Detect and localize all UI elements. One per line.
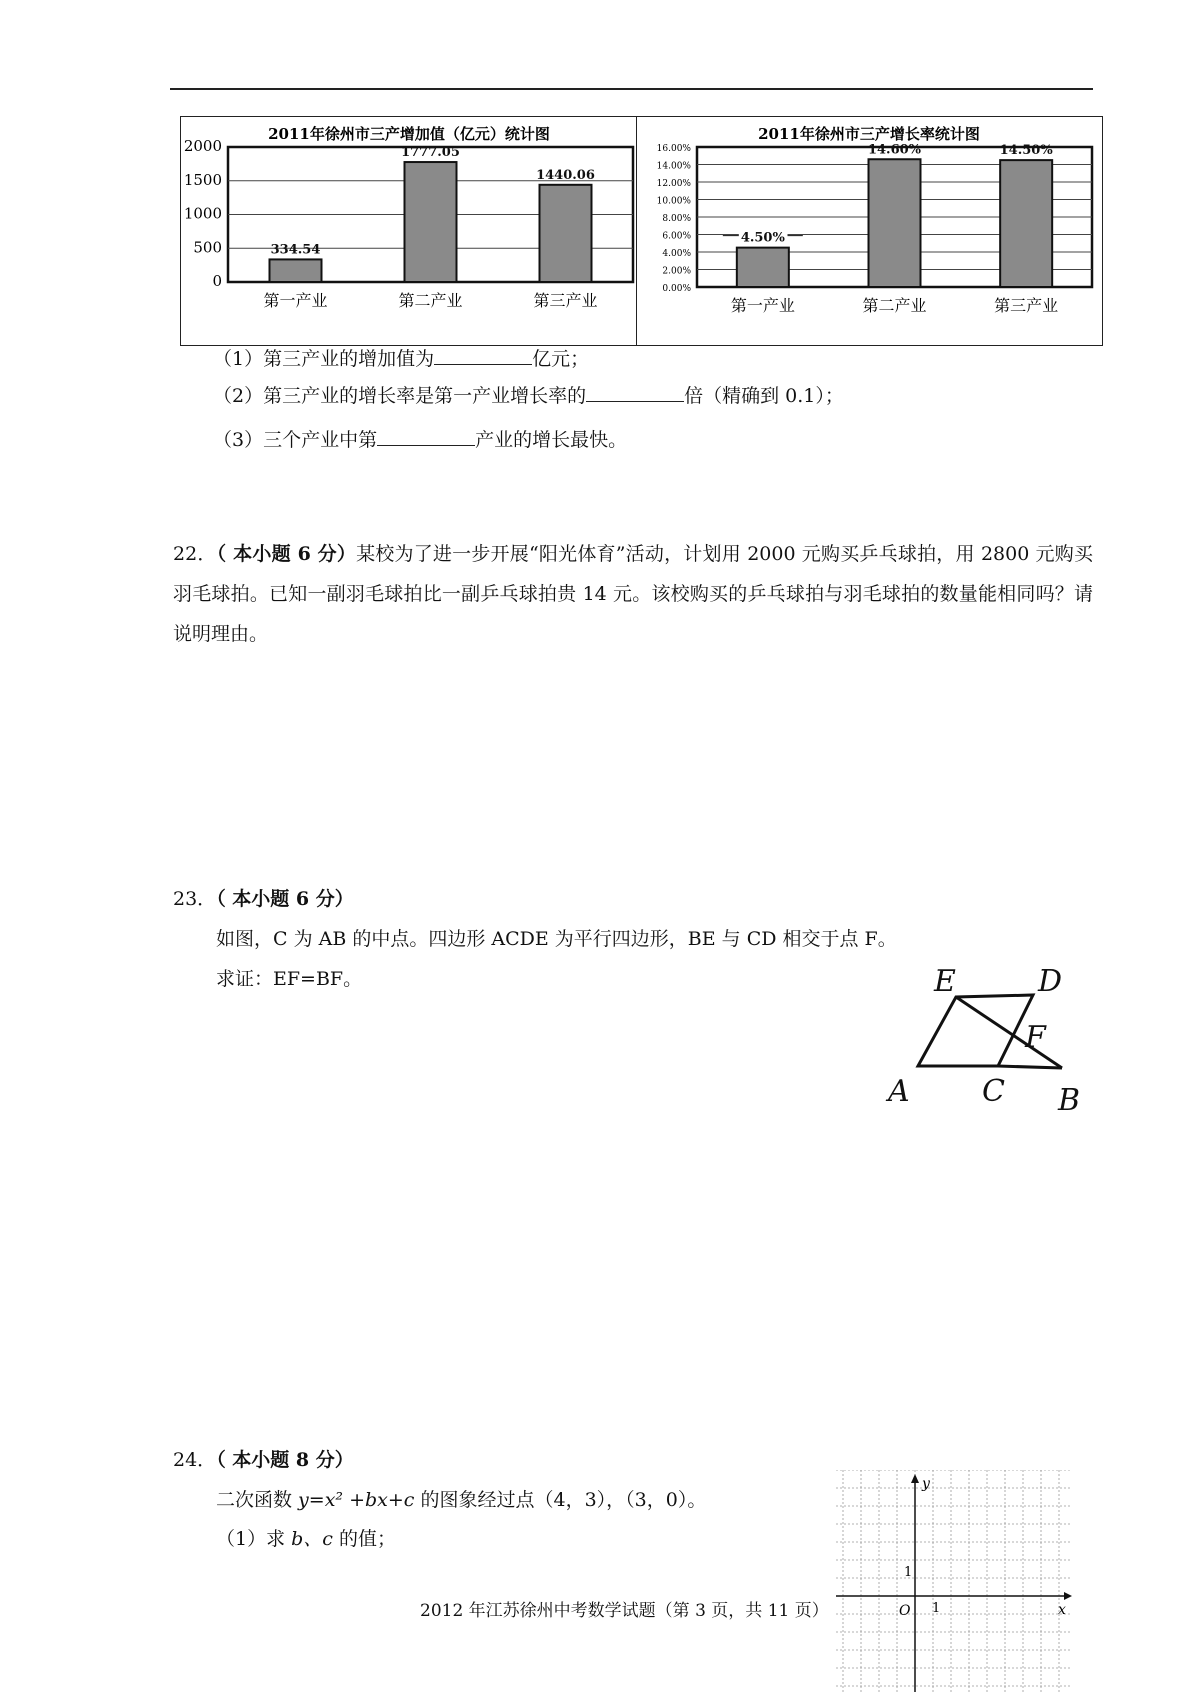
chart1-tick-label: 1000: [183, 204, 222, 223]
chart2-bar: [1000, 160, 1052, 287]
q21-line2-text: （2）第三产业的增长率是第一产业增长率的: [213, 385, 587, 407]
chart1-category-label: 第三产业: [533, 291, 598, 310]
chart2-tick-label: 0.00%: [662, 284, 691, 294]
q21-line3-text: （3）三个产业中第: [213, 429, 378, 451]
q21-line3-end: 产业的增长最快。: [475, 429, 628, 451]
q22-text: 某校为了进一步开展“阳光体育”活动，计划用 2000 元购买乒乓球拍，用 2800 元购买羽毛球拍。已知一副羽毛球拍比一副乒乓球拍贵 14 元。该校购买的乒乓球拍与羽毛球拍的数量能相同吗？请说明理由。: [173, 543, 1093, 645]
segment-be: [956, 997, 1062, 1068]
chart2-tick-label: 14.00%: [656, 161, 691, 172]
page-footer: 2012 年江苏徐州中考数学试题（第 3 页，共 11 页）: [420, 1601, 829, 1621]
q24-part1-var: b、c: [291, 1528, 333, 1550]
grid-lines: [836, 1470, 1071, 1692]
chart-value-added: [180, 116, 638, 346]
q24-text: [216, 1487, 706, 1513]
q23-score: （ 本小题 6 分）: [216, 888, 354, 910]
chart2-title: 2011年徐州市三产增长率统计图: [758, 125, 980, 143]
q23-header: [173, 886, 354, 912]
y-axis-label: y: [922, 1476, 930, 1492]
q24-score: （ 本小题 8 分）: [216, 1449, 354, 1471]
chart2-tick-label: 10.00%: [656, 196, 691, 207]
chart1-tick-label: 2000: [183, 137, 222, 155]
q21-line1: [213, 346, 589, 372]
chart1-category-label: 第一产业: [263, 291, 328, 310]
chart-growth-rate: [636, 116, 1103, 346]
x-axis-label: x: [1058, 1602, 1066, 1618]
chart-growth-rate-svg: [637, 117, 1102, 345]
q21-line1-end: 亿元；: [532, 348, 590, 370]
label-b: B: [1058, 1083, 1081, 1118]
q22-score: （ 本小题 6 分）: [216, 543, 357, 565]
chart1-title: 2011年徐州市三产增加值（亿元）统计图: [268, 125, 550, 143]
y-unit-label: 1: [904, 1565, 913, 1580]
q23-number: 23．: [173, 888, 217, 910]
chart2-data-label: 4.50%: [740, 230, 785, 246]
q24-part1: [216, 1526, 396, 1552]
q24-header: [173, 1447, 354, 1473]
x-axis-arrow: [1064, 1592, 1072, 1600]
q21-blank-2[interactable]: [586, 383, 684, 402]
q21-blank-3[interactable]: [377, 427, 475, 446]
q21-line3: [213, 427, 627, 453]
parallelogram-figure: [870, 955, 1100, 1145]
chart1-bar: [405, 162, 457, 282]
label-f: F: [1025, 1020, 1046, 1055]
q21-line1-text: （1）第三产业的增加值为: [213, 348, 435, 370]
chart2-bar: [737, 248, 789, 287]
parallelogram-acde: [918, 995, 1033, 1066]
chart1-data-label: 1440.06: [536, 167, 595, 183]
chart1-tick-label: 500: [193, 238, 222, 257]
q24-part1-post: 的值；: [332, 1528, 396, 1550]
segment-cb: [998, 1066, 1062, 1068]
q23-prove: 求证：EF=BF。: [216, 968, 363, 990]
q24-text-post: 的图象经过点（4，3），（3，0）。: [414, 1489, 707, 1511]
coordinate-grid: [836, 1470, 1074, 1692]
chart1-data-label: 334.54: [270, 242, 321, 258]
origin-label: O: [899, 1603, 911, 1619]
chart2-data-label: 14.50%: [999, 143, 1053, 159]
q24-function: y=x² +bx+c: [298, 1489, 415, 1511]
q21-line2: [213, 383, 844, 409]
label-d: D: [1038, 964, 1063, 999]
chart2-tick-label: 4.00%: [662, 249, 691, 259]
chart2-category-label: 第三产业: [994, 296, 1059, 315]
q21-blank-1[interactable]: [434, 346, 532, 365]
chart2-tick-label: 12.00%: [656, 179, 691, 189]
chart1-bar: [540, 185, 592, 282]
label-e: E: [934, 964, 956, 999]
chart2-category-label: 第二产业: [862, 296, 927, 315]
chart2-data-label: 14.60%: [867, 142, 922, 158]
label-a: A: [888, 1074, 910, 1109]
chart1-tick-label: 1500: [183, 170, 222, 189]
chart2-tick-label: 2.00%: [662, 266, 691, 277]
chart2-bar: [869, 159, 921, 287]
label-c: C: [982, 1074, 1005, 1109]
chart1-tick-label: 0: [212, 272, 222, 290]
y-axis-arrow: [911, 1474, 919, 1483]
chart2-tick-label: 16.00%: [656, 144, 691, 154]
x-unit-label: 1: [932, 1601, 941, 1616]
chart2-category-label: 第一产业: [730, 296, 795, 315]
q24-text-pre: 二次函数: [216, 1489, 299, 1511]
chart2-tick-label: 6.00%: [662, 231, 691, 242]
q23-text: 如图，C 为 AB 的中点。四边形 ACDE 为平行四边形，BE 与 CD 相交于点 F。: [216, 928, 897, 950]
chart-value-added-svg: [181, 117, 637, 345]
chart1-data-label: 1777.05: [401, 145, 460, 161]
q22-number: 22．: [173, 543, 217, 565]
chart2-tick-label: 8.00%: [662, 214, 691, 224]
q24-number: 24．: [173, 1449, 217, 1471]
question-22: [173, 534, 1093, 654]
q21-line2-end: 倍（精确到 0.1）；: [684, 385, 844, 407]
chart1-category-label: 第二产业: [398, 291, 463, 310]
chart1-bar: [270, 259, 322, 282]
q24-part1-pre: （1）求: [216, 1528, 292, 1550]
header-rule: [170, 88, 1093, 90]
